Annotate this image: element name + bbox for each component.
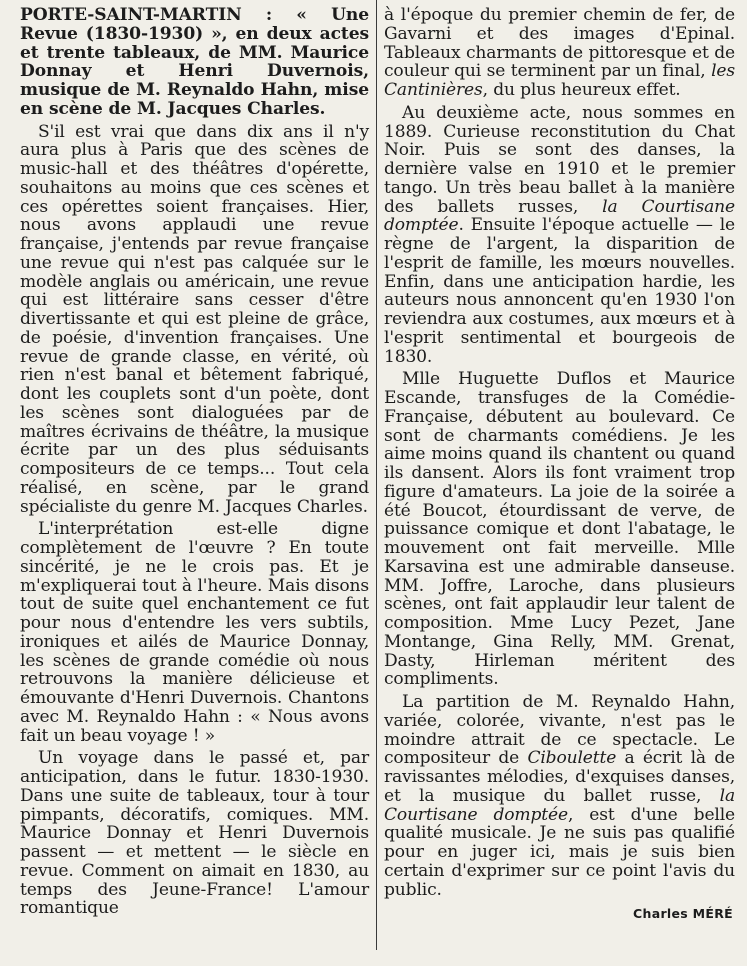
text-run: Au deuxième acte, nous sommes en 1889. Curieuse reconstitution du Chat Noir. Puis se sont des danses, la dernière valse en 1910 et le premier tango. Un très beau ballet à la manière des ballets russes, bbox=[384, 102, 735, 217]
paragraph-voyage: Un voyage dans le passé et, par anticipation, dans le futur. 1830-1930. Dans une suite de tableaux, tour à tour pimpants, décoratifs, comiques. MM. Maurice Donnay et Henri Duvernois passent — et mettent — le siècle en revue. Comment on aimait en 1830, au temps des Jeune-France! L'amour romantique bbox=[20, 748, 369, 919]
paragraph-score bbox=[384, 693, 735, 899]
text-run: . Ensuite l'époque actuelle — le règne de l'argent, la disparition de l'esprit de famille, les mœurs nouvelles. Enfin, dans une anticipation hardie, les auteurs nous annoncent qu'en 1930 l'on reviendra aux costumes, aux mœurs et à l'esprit sentimental et bourgeois de 1830. bbox=[384, 215, 735, 367]
italic-title: la Courtisane domptée bbox=[384, 785, 735, 825]
paragraph-interpretation: L'interprétation est-elle digne complètement de l'œuvre ? En toute sincérité, je ne le crois pas. Et je m'expliquerai tout à l'heure. Mais disons tout de suite quel enchantement ce fut pour nous d'entendre les vers subtils, ironiques et ailés de Maurice Donnay, les scènes de grande comédie où nous retrouvons la manière délicieuse et émouvante d'Henri Duvernois. Chantons avec M. Reynaldo Hahn : « Nous avons fait un beau voyage ! » bbox=[20, 519, 369, 746]
column-divider bbox=[376, 0, 377, 950]
text-run: a écrit là de ravissantes mélodies, d'exquises danses, et la musique du ballet russe, bbox=[384, 748, 735, 806]
paragraph-continued bbox=[384, 6, 735, 100]
paragraph-cast: Mlle Huguette Duflos et Maurice Escande, transfuges de la Comédie-Française, débutent au boulevard. Ce sont de charmants comédiens. Je les aime moins quand ils chantent ou quand ils dansent. Alors ils font vraiment trop figure d'amateurs. La joie de la soirée a été Boucot, étourdissant de verve, de puissance comique et dont l'abatage, le mouvement ont fait merveille. Mlle Karsavina est une admirable danseuse. MM. Joffre, Laroche, dans plusieurs scènes, ont fait applaudir leur talent de composition. Mme Lucy Pezet, Jane Montange, Gina Relly, MM. Grenat, Dasty, Hirleman méritent des compliments. bbox=[384, 369, 735, 690]
paragraph-second-act bbox=[384, 104, 735, 367]
paragraph-intro: S'il est vrai que dans dix ans il n'y aura plus à Paris que des scènes de music-hall et des théâtres d'opérette, souhaitons au moins que ces scènes et ces opérettes soient françaises. Hier, nous avons applaudi une revue française, j'entends par revue française une revue qui n'est pas calquée sur le modèle anglais ou américain, une revue qui est littéraire sans cesser d'être divertissante et qui est pleine de grâce, de poésie, d'invention françaises. Une revue de grande classe, en vérité, où rien n'est banal et bêtement fabriqué, dont les couplets sont d'un poète, dont les scènes sont dialoguées par de maîtres écrivains de théâtre, la musique écrite par un des plus séduisants compositeurs de ce temps... Tout cela réalisé, en scène, par le grand spécialiste du genre M. Jacques Charles. bbox=[20, 121, 369, 517]
italic-title: les Cantinières bbox=[384, 61, 735, 100]
italic-title: Ciboulette bbox=[527, 748, 617, 769]
article-headline: PORTE-SAINT-MARTIN : « Une Revue (1830-1930) », en deux actes et trente tableaux, de MM. Maurice Donnay et Henri Duvernois, musique de M. Reynaldo Hahn, mise en scène de M. Jacques Charles. bbox=[20, 5, 369, 119]
right-column bbox=[384, 6, 735, 924]
text-run: , du plus heureux effet. bbox=[482, 80, 681, 100]
italic-title: la Courtisane domptée bbox=[384, 196, 735, 236]
text-run: La partition de M. Reynaldo Hahn, variée, colorée, vivante, n'est pas le moindre attrait de ce spectacle. Le compositeur de bbox=[384, 692, 735, 769]
text-run: à l'époque du premier chemin de fer, de Gavarni et des images d'Epinal. Tableaux charmants de pittoresque et de couleur qui se terminent par un final, bbox=[384, 5, 735, 82]
left-column bbox=[20, 6, 369, 918]
text-run: , est d'une belle qualité musicale. Je ne suis pas qualifié pour en juger ici, mais je suis bien certain d'exprimer sur ce point l'avis du public. bbox=[384, 804, 736, 900]
author-signature: Charles MÉRÉ bbox=[633, 906, 733, 922]
